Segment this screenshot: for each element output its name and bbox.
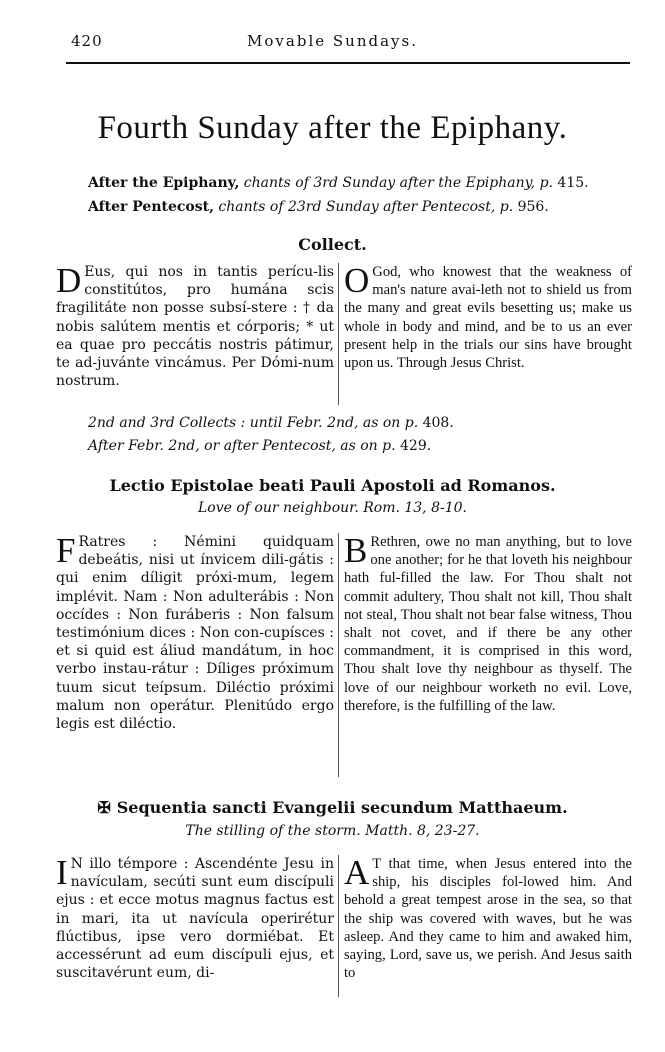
gospel-subheading: The stilling of the storm. Matth. 8, 23-27. (185, 823, 480, 839)
epistle-english-text: B Rethren, owe no man anything, but to love one another; for he that loveth his neighbour hath ful-filled the law. For Thou shalt not commit adultery, Thou shalt not kill, Thou shalt not steal, Thou shalt not bear false witness, Thou shalt not covet, and if there be any other commandment, it is comprised in this word, Thou shalt love thy neighbour as thyself. The love of our neighbour worketh no evil. Love, therefore, is the fulfilling of the law. (344, 531, 632, 714)
chants-label: After Pentecost, (88, 199, 214, 215)
chants-page: 415. (552, 175, 589, 191)
drop-cap: I (56, 853, 68, 892)
gospel-latin-text: I N illo témpore : Ascendénte Jesu in navículam, secúti sunt eum discípuli ejus : et ecce motus magnus factus est in mari, ita ut navícula operirétur flúctibus, ipse vero dormiébat. Et accessérunt ad eum discípuli ejus, et suscitavérunt eum, di- (56, 853, 334, 982)
chants-line-pentecost (88, 198, 549, 216)
page-title: Fourth Sunday after the Epiphany. (97, 110, 568, 146)
chants-reference: chants of 3rd Sunday after the Epiphany, p. (239, 175, 553, 191)
column-divider (338, 263, 339, 405)
column-divider (338, 855, 339, 997)
running-title: Movable Sundays. (247, 32, 418, 50)
page-header (0, 0, 665, 60)
collect-note-2: After Febr. 2nd, or after Pentecost, as on p. 429. (88, 438, 432, 454)
chants-reference: chants of 23rd Sunday after Pentecost, p. (213, 199, 514, 215)
column-divider (338, 533, 339, 777)
chants-page: 956. (513, 199, 549, 215)
collect-heading: Collect. (298, 235, 367, 254)
drop-cap: O (344, 261, 370, 300)
chants-line-epiphany (88, 174, 589, 192)
gospel-english-text: A T that time, when Jesus entered into the ship, his disciples fol-lowed him. And behold a great tempest arose in the sea, so that the ship was covered with waves, but he was asleep. And they came to him and awaked him, saying, Lord, save us, we perish. And Jesus saith to (344, 853, 632, 982)
epistle-subheading: Love of our neighbour. Rom. 13, 8-10. (197, 500, 467, 516)
collect-note-1: 2nd and 3rd Collects : until Febr. 2nd, as on p. 408. (88, 415, 454, 431)
drop-cap: F (56, 531, 76, 570)
header-rule (66, 62, 630, 64)
epistle-latin-text: F Ratres : Némini quidquam debeátis, nisi ut ínvicem dili-gátis : qui enim díligit próxi-mum, legem implévit. Nam : Non adulterábis : Non occídes : Non furáberis : Non falsum testimónium dices : Non con-cupísces : et si quid est áliud mandátum, in hoc verbo instau-rátur : Díliges próximum tuum sicut teípsum. Diléctio próximi malum non operátur. Plenitúdo ergo legis est diléctio. (56, 531, 334, 733)
drop-cap: A (344, 853, 370, 892)
collect-english-text: O God, who knowest that the weakness of man's nature avai-leth not to shield us from the many and great evils besetting us; make us whole in body and mind, and be to us an ever present help in the trials our sins have brought upon us. Through Jesus Christ. (344, 261, 632, 372)
drop-cap: B (344, 531, 368, 570)
cross-icon: ✠ (97, 798, 111, 817)
gospel-heading: ✠ Sequentia sancti Evangelii secundum Matthaeum. (97, 798, 568, 817)
drop-cap: D (56, 261, 82, 300)
epistle-heading: Lectio Epistolae beati Pauli Apostoli ad Romanos. (109, 476, 556, 495)
page-number: 420 (71, 32, 103, 50)
collect-latin-text: D Eus, qui nos in tantis perícu-lis constitútos, pro humána scis fragilitáte non posse subsí-stere : † da nobis salútem mentis et córporis; * ut ea quae pro peccátis nostris pátimur, te ad-juvánte vincámus. Per Dómi-num nostrum. (56, 261, 334, 390)
chants-label: After the Epiphany, (88, 175, 240, 191)
